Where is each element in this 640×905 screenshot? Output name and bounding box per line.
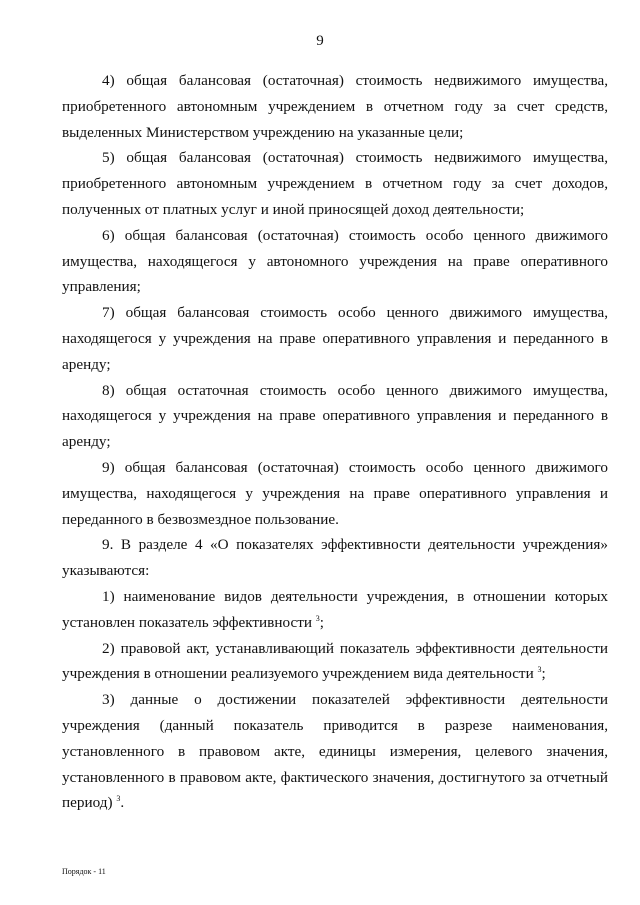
paragraph-item-6: 6) общая балансовая (остаточная) стоимость особо ценного движимого имущества, находящегося у автономного учреждения на праве оперативного управления; xyxy=(62,226,608,296)
paragraph-item-9: 9) общая балансовая (остаточная) стоимость особо ценного движимого имущества, находящегося у учреждения на праве оперативного управления и переданного в безвозмездное пользование. xyxy=(62,458,608,528)
footnote-marker: 3 xyxy=(315,613,320,623)
document-body xyxy=(62,68,608,816)
paragraph-item-7: 7) общая балансовая стоимость особо ценного движимого имущества, находящегося у учреждения на праве оперативного управления и переданного в аренду; xyxy=(62,304,608,373)
footnote-marker: 3 xyxy=(537,665,542,675)
paragraph-item-4: 4) общая балансовая (остаточная) стоимость недвижимого имущества, приобретенного автономным учреждением в отчетном году за счет средств, выделенных Министерством учреждению на указанные цели; xyxy=(62,72,608,141)
paragraph-subitem-1: 1) наименование видов деятельности учреждения, в отношении которых установлен показатель эффективности $^3$; xyxy=(62,587,608,631)
paragraph-item-5: 5) общая балансовая (остаточная) стоимость недвижимого имущества, приобретенного автономным учреждением в отчетном году за счет доходов, полученных от платных услуг и иной приносящей доход деятельности; xyxy=(62,149,608,218)
paragraph-subitem-3: 3) данные о достижении показателей эффективности деятельности учреждения (данный показатель приводится в разрезе наименования, установленного в правовом акте, единицы измерения, целевого значения, установленного в правовом акте, фактического значения, достигнутого за отчетный период) $^3$. xyxy=(62,691,608,812)
paragraph-section-9: 9. В разделе 4 «О показателях эффективности деятельности учреждения» указываются: xyxy=(62,536,608,580)
paragraph-item-8: 8) общая остаточная стоимость особо ценного движимого имущества, находящегося у учреждения на праве оперативного управления и переданного в аренду; xyxy=(62,381,608,451)
page-footer: Порядок - 11 xyxy=(62,867,106,876)
page-number: 9 xyxy=(316,33,324,49)
footnote-marker: 3 xyxy=(116,794,121,804)
paragraph-subitem-2: 2) правовой акт, устанавливающий показатель эффективности деятельности учреждения в отношении реализуемого учреждением вида деятельности $^3$; xyxy=(62,639,608,683)
